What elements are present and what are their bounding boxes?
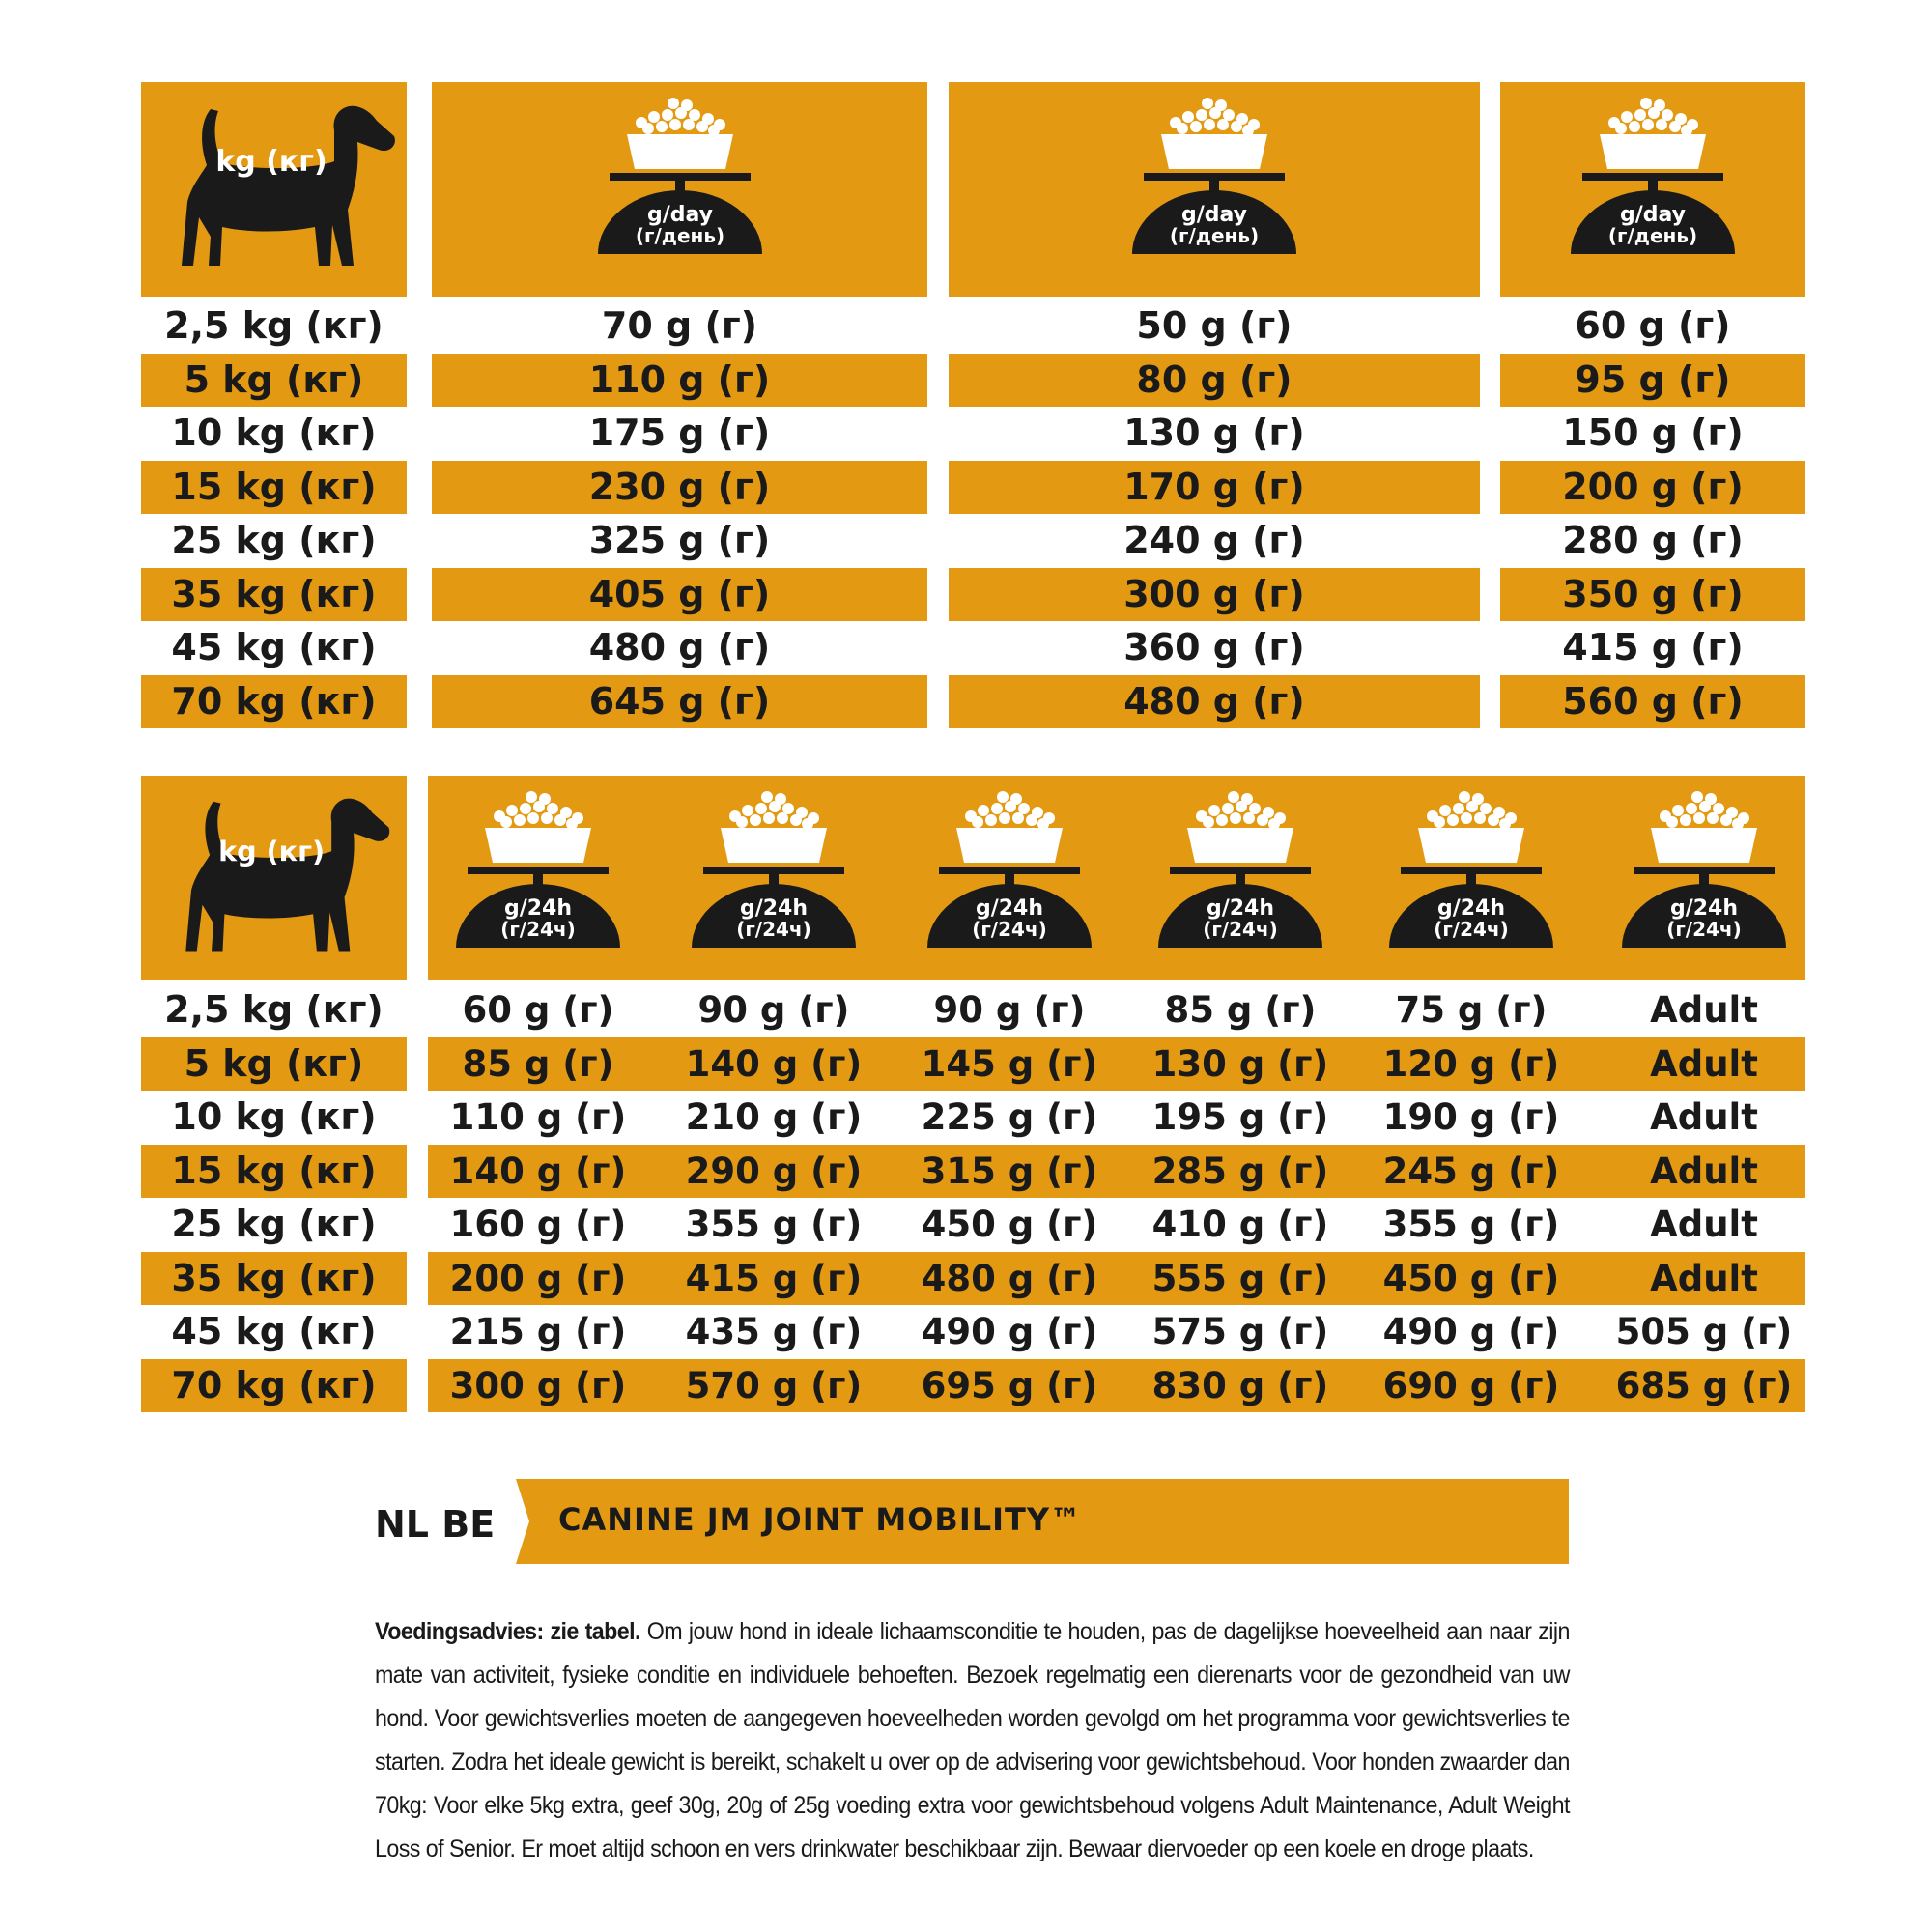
unit-label-line2: (г/24ч) — [736, 918, 811, 941]
table2-row-value: 830 g (г) — [1151, 1365, 1329, 1406]
table1-col-2-bowl-icon — [1132, 94, 1296, 258]
feeding-advice — [375, 1610, 1570, 1871]
table2-row-value: 505 g (г) — [1615, 1311, 1793, 1352]
table2-row-weight: 25 kg (кг) — [171, 1203, 377, 1245]
table2-row-value: 315 g (г) — [921, 1151, 1098, 1192]
table1-row-value: 645 g (г) — [432, 675, 927, 728]
unit-label-line2: (г/24ч) — [500, 918, 576, 941]
table1-row-weight: 2,5 kg (кг) — [164, 304, 384, 347]
unit-label-line2: (г/день) — [1169, 224, 1260, 247]
table2-row-value: 120 g (г) — [1382, 1043, 1560, 1085]
table1-weight-unit: kg (кг) — [215, 145, 327, 179]
unit-label-line1: g/24h — [503, 896, 573, 921]
table1-row-value: 230 g (г) — [432, 461, 927, 514]
table2-row-value: 685 g (г) — [1615, 1365, 1793, 1406]
table1-dog-header — [141, 82, 407, 297]
table2-row-value: 450 g (г) — [1382, 1258, 1560, 1299]
table1-col-3-bowl-icon — [1571, 94, 1735, 258]
unit-label-line1: g/24h — [739, 896, 809, 921]
table2-row-value: 75 g (г) — [1395, 989, 1548, 1031]
table2-row-value: 575 g (г) — [1151, 1311, 1329, 1352]
table2-row-value: 85 g (г) — [1164, 989, 1317, 1031]
unit-label-line2: (г/24ч) — [1434, 918, 1509, 941]
table2-row-value: 490 g (г) — [921, 1311, 1098, 1352]
table1-row-value: 200 g (г) — [1500, 461, 1805, 514]
table2-row-value: 690 g (г) — [1382, 1365, 1560, 1406]
table1-row-value: 80 g (г) — [949, 354, 1480, 407]
product-name: CANINE JM JOINT MOBILITY™ — [558, 1501, 1083, 1538]
table1-row-value: 170 g (г) — [949, 461, 1480, 514]
table2-row-value: 200 g (г) — [449, 1258, 627, 1299]
table2-col-1-bowl-icon — [456, 787, 620, 952]
table2-row-value: Adult — [1650, 1096, 1758, 1138]
table2-row-value: 285 g (г) — [1151, 1151, 1329, 1192]
table1-row-weight: 15 kg (кг) — [141, 461, 407, 514]
unit-label-line1: g/day — [1180, 203, 1248, 227]
table1-row-weight: 10 kg (кг) — [171, 412, 377, 454]
table2-row-value: 130 g (г) — [1151, 1043, 1329, 1085]
table2-col-3-bowl-icon — [927, 787, 1092, 952]
table2-row-value: 410 g (г) — [1151, 1204, 1329, 1245]
table2-row-value: 490 g (г) — [1382, 1311, 1560, 1352]
table1-row-value: 95 g (г) — [1500, 354, 1805, 407]
unit-label-line1: g/24h — [1436, 896, 1506, 921]
table1-row-value: 415 g (г) — [1562, 626, 1744, 668]
table1-row-value: 175 g (г) — [588, 412, 771, 454]
table2-row-weight: 10 kg (кг) — [171, 1095, 377, 1138]
table1-row-value: 480 g (г) — [949, 675, 1480, 728]
table2-row-value: 290 g (г) — [685, 1151, 863, 1192]
table2-row-value: 355 g (г) — [685, 1204, 863, 1245]
table2-row-value: 570 g (г) — [685, 1365, 863, 1406]
table2-row-value: 215 g (г) — [449, 1311, 627, 1352]
table2-col-5-bowl-icon — [1389, 787, 1553, 952]
unit-label-line2: (г/24ч) — [1666, 918, 1742, 941]
table2-row-value: Adult — [1650, 1043, 1758, 1085]
table1-row-value: 325 g (г) — [588, 519, 771, 561]
table2-row-value: 695 g (г) — [921, 1365, 1098, 1406]
unit-label-line1: g/24h — [1206, 896, 1275, 921]
table2-row-weight: 5 kg (кг) — [141, 1037, 407, 1091]
table2-row-value: 140 g (г) — [449, 1151, 627, 1192]
table2-row-value: 60 g (г) — [462, 989, 614, 1031]
table2-row-value: 355 g (г) — [1382, 1204, 1560, 1245]
table1-row-weight: 5 kg (кг) — [141, 354, 407, 407]
table1-row-value: 70 g (г) — [601, 304, 758, 347]
table1-row-value: 150 g (г) — [1562, 412, 1744, 454]
table2-row-value: 85 g (г) — [462, 1043, 614, 1085]
unit-label-line2: (г/24ч) — [1203, 918, 1278, 941]
unit-label-line1: g/24h — [1669, 896, 1739, 921]
table2-row-value: 210 g (г) — [685, 1096, 863, 1138]
table2-row-value: 480 g (г) — [921, 1258, 1098, 1299]
table1-row-value: 110 g (г) — [432, 354, 927, 407]
table1-row-value: 50 g (г) — [1136, 304, 1293, 347]
table2-row-weight: 15 kg (кг) — [141, 1145, 407, 1198]
table2-row-value: 450 g (г) — [921, 1204, 1098, 1245]
unit-label-line1: g/day — [1619, 203, 1687, 227]
table2-row-value: 190 g (г) — [1382, 1096, 1560, 1138]
table1-row-value: 240 g (г) — [1123, 519, 1305, 561]
locale-code: NL BE — [375, 1503, 496, 1546]
table1-row-value: 280 g (г) — [1562, 519, 1744, 561]
table2-row-value: 555 g (г) — [1151, 1258, 1329, 1299]
table2-row-value: 415 g (г) — [685, 1258, 863, 1299]
table1-row-weight: 70 kg (кг) — [141, 675, 407, 728]
unit-label-line1: g/day — [646, 203, 713, 227]
unit-label-line2: (г/день) — [1607, 224, 1698, 247]
table2-row-value: 145 g (г) — [921, 1043, 1098, 1085]
table2-col-2-bowl-icon — [692, 787, 856, 952]
table2-col-4-bowl-icon — [1158, 787, 1322, 952]
table2-row-value: 160 g (г) — [449, 1204, 627, 1245]
table1-row-value: 480 g (г) — [588, 626, 771, 668]
table1-row-weight: 35 kg (кг) — [141, 568, 407, 621]
table2-row-weight: 2,5 kg (кг) — [164, 988, 384, 1031]
table1-row-value: 130 g (г) — [1123, 412, 1305, 454]
table2-row-value: 300 g (г) — [449, 1365, 627, 1406]
table2-weight-unit: kg (кг) — [218, 834, 326, 867]
table1-row-value: 405 g (г) — [432, 568, 927, 621]
unit-label-line1: g/24h — [975, 896, 1044, 921]
table2-row-value: Adult — [1650, 989, 1758, 1031]
table2-row-value: 225 g (г) — [921, 1096, 1098, 1138]
table1-row-value: 300 g (г) — [949, 568, 1480, 621]
feeding-advice-lead: Voedingsadvies: zie tabel. — [375, 1618, 640, 1645]
unit-label-line2: (г/день) — [635, 224, 724, 247]
table1-row-value: 560 g (г) — [1500, 675, 1805, 728]
table2-row-value: 195 g (г) — [1151, 1096, 1329, 1138]
table2-row-value: Adult — [1650, 1258, 1758, 1299]
table2-row-value: 90 g (г) — [697, 989, 850, 1031]
table1-col-1-bowl-icon — [598, 94, 762, 258]
table2-row-value: 140 g (г) — [685, 1043, 863, 1085]
table2-col-6-bowl-icon — [1622, 787, 1786, 952]
table1-row-weight: 45 kg (кг) — [171, 626, 377, 668]
table2-row-value: 110 g (г) — [449, 1096, 627, 1138]
table2-row-value: Adult — [1650, 1204, 1758, 1245]
feeding-advice-text: Om jouw hond in ideale lichaamsconditie te houden, pas de dagelijkse hoeveelheid aan naar zijn mate van activiteit, fysieke conditie en individuele behoeften. Bezoek regelmatig een dierenarts voor de gezondheid van uw hond. Voor gewichtsverlies moeten de aangegeven hoeveelheden worden gevolgd om het programma voor gewichtsverlies te starten. Zodra het ideale gewicht is bereikt, schakelt u over op de advisering voor gewichtsbehoud. Voor honden zwaarder dan 70kg: Voor elke 5kg extra, geef 30g, 20g of 25g voeding extra voor gewichtsbehoud volgens Adult Maintenance, Adult Weight Loss of Senior. Er moet altijd schoon en vers drinkwater beschikbaar zijn. Bewaar diervoeder op een koele en droge plaats. — [375, 1618, 1570, 1862]
table2-row-weight: 35 kg (кг) — [141, 1252, 407, 1305]
table2-row-weight: 45 kg (кг) — [171, 1310, 377, 1352]
table2-columns-header — [428, 776, 1805, 980]
table2-row-value: 245 g (г) — [1382, 1151, 1560, 1192]
dog-silhouette-icon — [141, 82, 407, 297]
table2-row-weight: 70 kg (кг) — [141, 1359, 407, 1412]
unit-label-line2: (г/24ч) — [972, 918, 1047, 941]
table2-row-value: 90 g (г) — [933, 989, 1086, 1031]
table1-row-value: 360 g (г) — [1123, 626, 1305, 668]
table2-dog-header — [141, 776, 407, 980]
table1-row-weight: 25 kg (кг) — [171, 519, 377, 561]
table1-row-value: 60 g (г) — [1575, 304, 1731, 347]
table2-row-value: 435 g (г) — [685, 1311, 863, 1352]
dog-silhouette-icon — [141, 776, 407, 980]
table2-row-value: Adult — [1650, 1151, 1758, 1192]
table1-row-value: 350 g (г) — [1500, 568, 1805, 621]
